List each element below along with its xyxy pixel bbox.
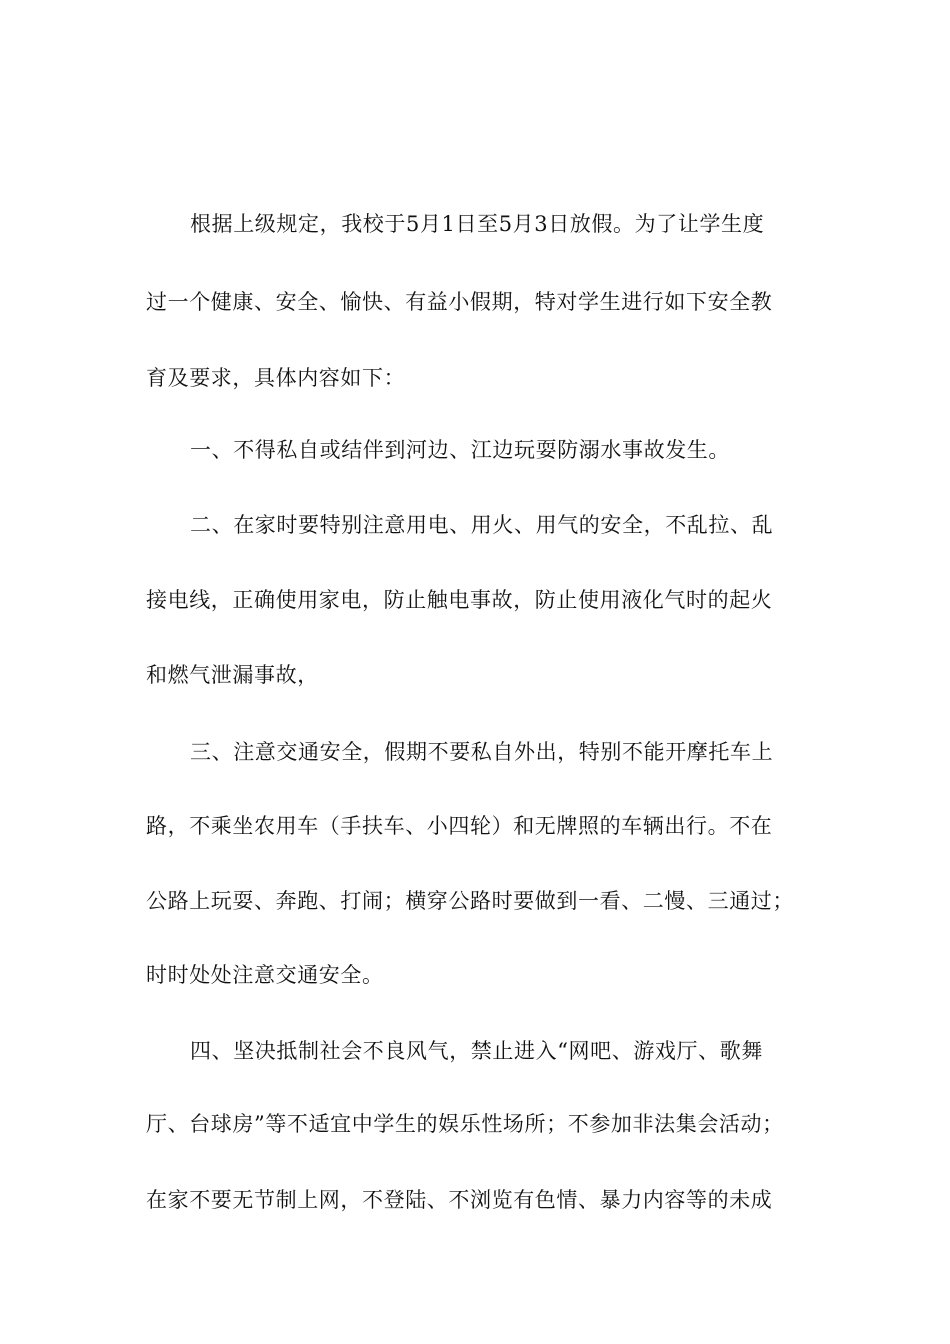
paragraph-item-2-line-3: 和燃气泄漏事故， — [146, 663, 319, 687]
paragraph-item-2-line-1: 二、在家时要特别注意用电、用火、用气的安全，不乱拉、乱 — [190, 513, 774, 537]
paragraph-item-3-line-1: 三、注意交通安全，假期不要私自外出，特别不能开摩托车上 — [190, 740, 774, 764]
paragraph-item-2-line-2: 接电线，正确使用家电，防止触电事故，防止使用液化气时的起火 — [146, 588, 773, 612]
paragraph-intro-line-2: 过一个健康、安全、愉快、有益小假期，特对学生进行如下安全教 — [146, 290, 773, 314]
paragraph-intro-line-1: 根据上级规定，我校于5月1日至5月3日放假。为了让学生度 — [190, 212, 765, 236]
paragraph-item-4-line-1: 四、坚决抵制社会不良风气，禁止进入“网吧、游戏厅、歌舞 — [190, 1039, 763, 1063]
paragraph-item-3-line-2: 路，不乘坐农用车（手扶车、小四轮）和无牌照的车辆出行。不在 — [146, 814, 773, 838]
paragraph-item-4-line-3: 在家不要无节制上网，不登陆、不浏览有色情、暴力内容等的未成 — [146, 1188, 773, 1212]
paragraph-item-4-line-2: 厅、台球房”等不适宜中学生的娱乐性场所；不参加非法集会活动； — [146, 1112, 784, 1136]
paragraph-item-3-line-3: 公路上玩耍、奔跑、打闹；横穿公路时要做到一看、二慢、三通过； — [146, 889, 794, 913]
paragraph-item-1-line-1: 一、不得私自或结伴到河边、江边玩耍防溺水事故发生。 — [190, 438, 730, 462]
paragraph-item-3-line-4: 时时处处注意交通安全。 — [146, 963, 384, 987]
paragraph-intro-line-3: 育及要求，具体内容如下： — [146, 366, 406, 390]
